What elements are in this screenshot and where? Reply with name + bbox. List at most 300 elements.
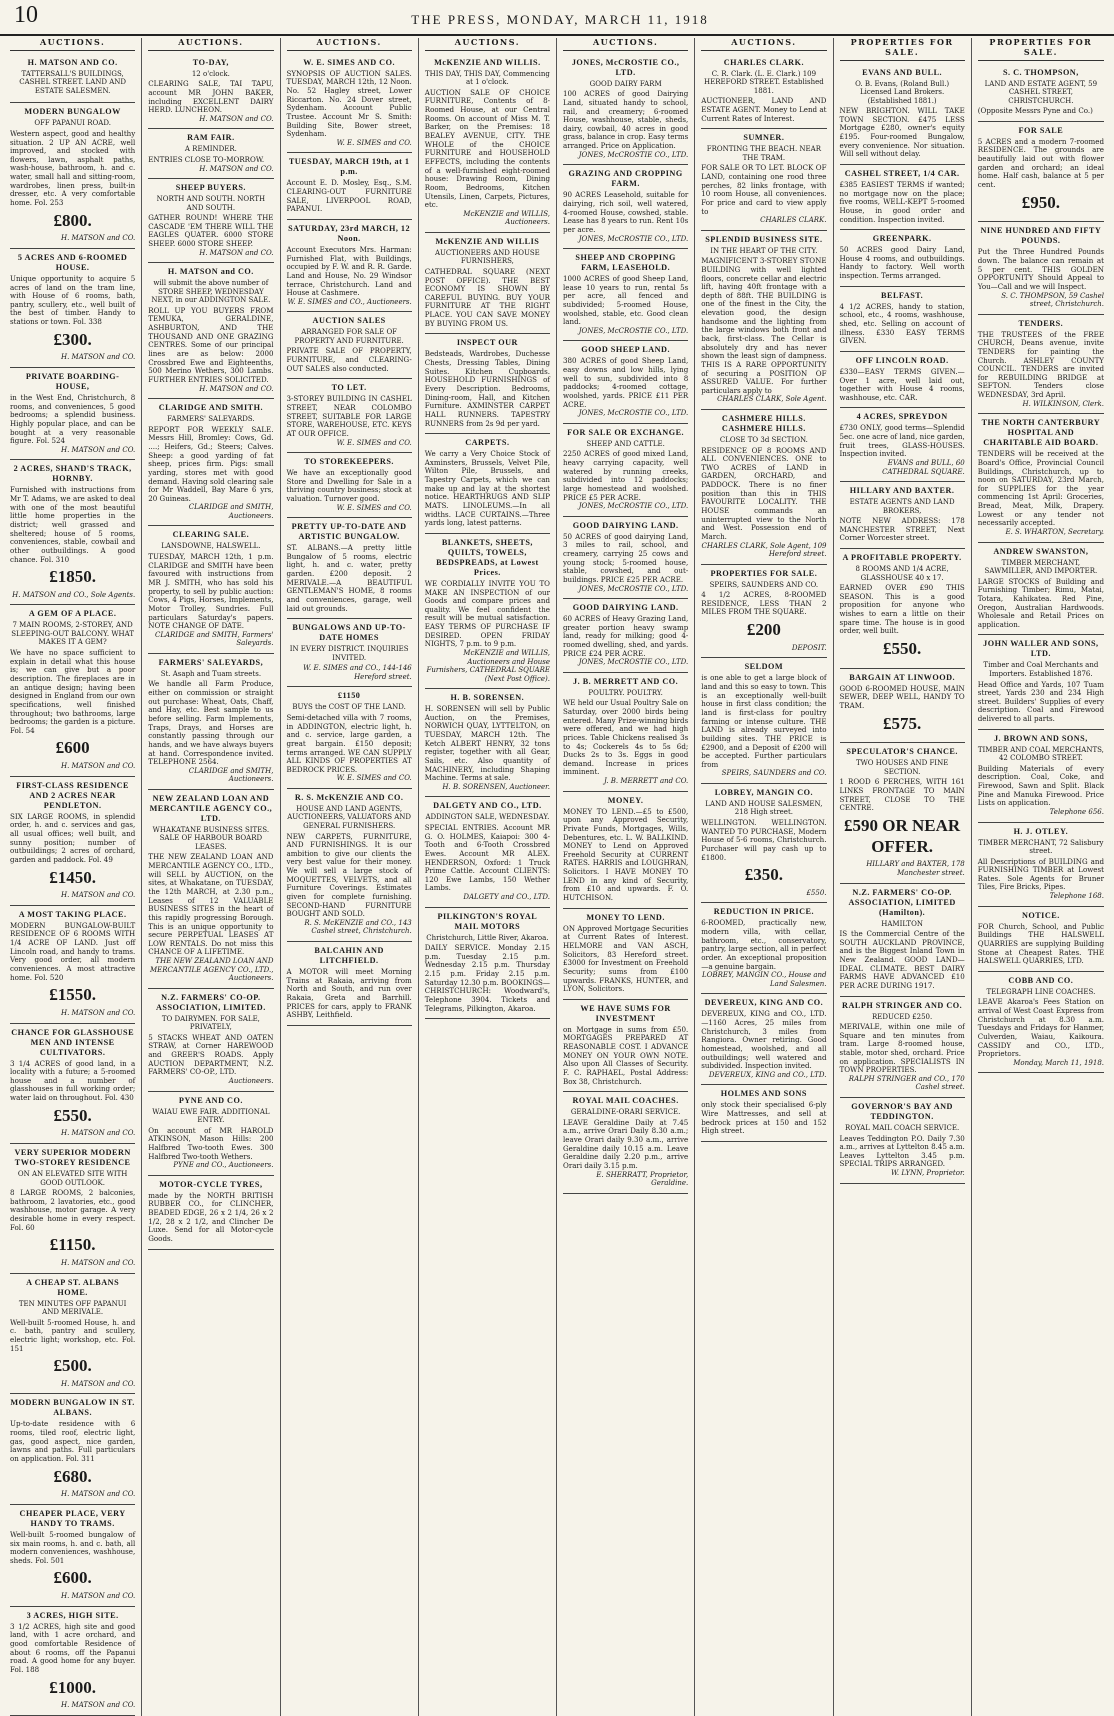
ad-body: made by the NORTH BRITISH RUBBER CO., for CLINCHER, BEADED EDGE, 26 x 2 1/4, 26 x 2 1/2, 28 x 2 1/2, and Clincher De Luxe. Send for all Motor-cycle Goods. (148, 1190, 274, 1243)
advertisement (840, 165, 965, 230)
advertisement (978, 635, 1104, 729)
ad-title: CLEARING SALE. (172, 530, 250, 540)
ad-title: GOOD SHEEP LAND. (581, 345, 670, 355)
ad-title: FOR SALE OR EXCHANGE. (567, 427, 685, 437)
ad-body: RESIDENCE OF 8 ROOMS AND ALL CONVENIENCES. ONE to TWO ACRES of LAND in GARDEN, ORCHARD, and PADDOCK. There is no finer position than this in THIS FAVOURITE LOCALITY. THE HOUSE commands an uninterrupted view to the North and West. Possession end of March. (701, 445, 827, 541)
ad-signature: RALPH STRINGER and CO., 170 Cashel street. (848, 1074, 965, 1092)
ad-subtitle: GOOD DAIRY FARM (589, 79, 662, 88)
advertisement (978, 823, 1104, 907)
ad-signature: H. MATSON and CO. (61, 891, 136, 900)
ad-body: WELLINGTON. WELLINGTON. WANTED TO PURCHASE, Modern House of 5-6 rooms, Christchurch. Purchaser will pay cash up to £1800. (701, 818, 827, 862)
ad-title: H. MATSON AND CO. (27, 57, 118, 67)
ad-price: £350. (744, 865, 783, 885)
ad-body: 2250 ACRES of good mixed Land, heavy carrying capacity, well watered by running creeks, subdivided into 12 paddocks; large homestead and woolshed. PRICE £5 PER ACRE. (563, 449, 689, 502)
ad-signature: H. MATSON and CO. (61, 1129, 136, 1138)
advertisement (425, 534, 550, 689)
ad-price: £200 (746, 620, 781, 640)
advertisement (840, 230, 965, 287)
ad-title: TO-DAY, (192, 57, 229, 67)
ad-subtitle: will submit the above number of STORE SHEEP, WEDNESDAY NEXT, in our ADDINGTON SALE. (151, 279, 271, 305)
ad-price: £1000. (49, 1677, 96, 1697)
ad-signature: E. SHERRATT, Proprietor, Geraldine. (596, 1170, 689, 1188)
ad-body: 380 ACRES of good Sheep Land, easy downs and low hills, lying well to sun, subdivided into 8 paddocks; 4-roomed cottage, woolshed, yards. PRICE £11 PER ACRE. (563, 356, 689, 409)
ad-title: SATURDAY, 23rd MARCH, 12 Noon. (288, 223, 411, 243)
ad-body: Well-built 5-roomed House, h. and c. bath, pantry and scullery, electric light; workshop, etc. Fol. 151 (10, 1317, 136, 1353)
advertisement (563, 792, 688, 909)
ad-body: IS the Commercial Centre of the SOUTH AUCKLAND PROVINCE, and is the Biggest Inland Town in New Zealand. GOOD LAND—IDEAL CLIMATE. BEST DAIRY FARMS HAVE ADVANCED £10 PER ACRE DURING 1917. (839, 929, 965, 990)
ad-body: Account E. D. Mosley, Esq., S.M. CLEARING-OUT FURNITURE SALE, LIVERPOOL ROAD, PAPANUI. (286, 178, 412, 214)
advertisement (10, 1394, 135, 1504)
ad-title: LOBREY, MANGIN CO. (714, 787, 814, 797)
ad-title: RALPH STRINGER AND CO. (842, 1000, 963, 1010)
ad-subtitle: WAIAU EWE FAIR. ADDITIONAL ENTRY. (152, 1107, 270, 1125)
ad-body: GATHER ROUND! WHERE THE CASCADE 'EM THERE WILL THE EAGLES QUATER. 6000 STORE SHEEP. 6000 STORE SHEEP. (148, 213, 274, 249)
ad-subtitle: ARRANGED FOR SALE OF PROPERTY AND FURNITURE. (294, 328, 404, 345)
ad-signature: THE NEW ZEALAND LOAN AND MERCANTILE AGENCY CO., LTD., Auctioneers. (149, 957, 274, 983)
ad-body: 50 ACRES good Dairy Land, House 4 rooms, and outbuildings. Handy to factory. Well worth inspection. Terms arranged. (839, 245, 965, 281)
ad-signature: W. E. SIMES and CO. (336, 438, 412, 447)
advertisement (425, 689, 550, 797)
ad-signature: H. MATSON and CO. (61, 353, 136, 362)
ad-body: FOR Church, School, and Public Buildings THE HALSWELL QUARRIES are supplying Building Stone at Cheapest Rates. THE HALSWELL QUARRIES, LTD. (977, 921, 1104, 966)
ad-title: OFF LINCOLN ROAD. (855, 355, 949, 365)
ad-body: Bedsteads, Wardrobes, Duchesse Chests, Dressing Tables, Dining Suites. Kitchen Cupboards. HOUSEHOLD FURNISHINGS of Every Description. Bedrooms, Dining-room, Hall, and Kitchen Furniture. AXMINSTER CARPET HALL RUNNERS. TAPESTRY RUNNERS from 2s 9d per yard. (424, 349, 550, 428)
ad-subtitle: TIMBER MERCHANT, SAWMILLER, AND IMPORTER. (984, 558, 1098, 576)
advertisement (148, 1092, 273, 1176)
advertisement (840, 997, 965, 1098)
advertisement (148, 654, 273, 790)
ad-signature: H. B. SORENSEN, Auctioneer. (442, 782, 550, 791)
ad-title: FIRST-CLASS RESIDENCE AND 2 ACRES NEAR PENDLETON. (16, 780, 130, 810)
ad-subtitle: ADDINGTON SALE, WEDNESDAY. (425, 813, 550, 822)
advertisement (287, 619, 412, 687)
ad-body: (Opposite Messrs Pyne and Co.) (977, 106, 1093, 116)
ad-subtitle: HAMILTON (881, 919, 923, 928)
ad-body: £730 ONLY, good terms—Splendid 5ec. one acre of land, nice garden, fruit trees, GLASS-HOUSES. Inspection invited. (839, 423, 965, 459)
ad-title: WE HAVE SUMS FOR INVESTMENT (580, 1003, 671, 1023)
ad-title: NOTICE. (1021, 910, 1060, 920)
ad-body: NEW BRIGHTON. WILL TAKE TOWN SECTION. £475 LESS Mortgage £280, owner's equity £195. Four-roomed Bungalow, every convenience. Nor situation. Will sell without delay. (839, 106, 965, 159)
ad-title: 3 ACRES, HIGH SITE. (26, 1610, 119, 1620)
ad-title: CHANCE FOR GLASSHOUSE MEN AND INTENSE CULTIVATORS. (11, 1027, 135, 1057)
advertisement (840, 669, 965, 744)
ad-title: McKENZIE AND WILLIS. (434, 57, 541, 67)
ad-subtitle: St. Asaph and Tuam streets. (160, 669, 262, 678)
ad-body: ST. ALBANS.—A pretty little Bungalow of 5 rooms, electric light, h. and c. water, pretty garden. £200 deposit. 2 MERIVALE.—A BEAUTIFUL GENTLEMAN'S HOME, 8 rooms and conveniences, garage, well laid out grounds. (286, 543, 412, 613)
ad-subtitle: TIMBER AND COAL MERCHANTS, 42 COLOMBO STREET. (977, 745, 1104, 763)
ad-title: PILKINGTON'S ROYAL MAIL MOTORS (437, 911, 538, 931)
ad-title: A MOST TAKING PLACE. (18, 909, 127, 919)
ad-title: PYNE AND CO. (178, 1095, 243, 1105)
ad-signature: SPEIRS, SAUNDERS and CO. (721, 769, 827, 778)
ad-subtitle: LAND AND ESTATE AGENT, 59 CASHEL STREET, CHRISTCHURCH. (984, 79, 1098, 105)
ad-price: £590 OR NEAR OFFER. (844, 816, 961, 856)
ad-subtitle: 7 MAIN ROOMS, 2-STOREY, AND SLEEPING-OUT BALCONY. WHAT MAKES IT A GEM? (11, 621, 134, 647)
ad-subtitle: IN THE HEART OF THE CITY. (710, 246, 818, 255)
ad-signature: EVANS and BULL, 60 CATHEDRAL SQUARE. (882, 459, 965, 476)
ad-title: £1150 (337, 691, 361, 701)
advertisement (701, 54, 826, 130)
advertisement (148, 263, 273, 399)
ad-title: J. B. MERRETT AND CO. (573, 676, 679, 686)
ad-title: TO STOREKEEPERS. (304, 457, 394, 467)
column-heading: AUCTIONS. (10, 38, 135, 51)
ad-price: £600 (55, 738, 90, 758)
ad-subtitle: ON AN ELEVATED SITE WITH GOOD OUTLOOK. (17, 1170, 128, 1187)
ad-title: CHEAPER PLACE, VERY HANDY TO TRAMS. (19, 1508, 126, 1528)
ad-title: H. J. OTLEY. (1013, 826, 1069, 836)
ad-signature: CHARLES CLARK, Sole Agent, 109 Hereford street. (701, 541, 827, 559)
ad-subtitle: TELEGRAPH LINE COACHES. (986, 987, 1096, 996)
ad-subtitle: THIS DAY, THIS DAY, Commencing at 1 o'clock. (424, 69, 550, 87)
advertisement (425, 797, 550, 907)
ad-signature: McKENZIE and WILLIS, Auctioneers and House Furnishers, CATHEDRAL SQUARE (Next Post Office). (426, 649, 550, 683)
column-4 (419, 38, 557, 1716)
ad-body: FOR SALE OR TO LET. BLOCK OF LAND, containing one rood three perches, 82 links frontage, with 10 room House, all conveniences. For price and card to view apply to (701, 163, 827, 216)
column-5 (557, 38, 695, 1716)
ad-body: H. SORENSEN will sell by Public Auction, on the Premises, NORWICH QUAY, LYTTELTON, on TUESDAY, MARCH 12th. The Ketch ALBERT HENRY, 32 tons register, together with all Gear, Sails, etc. Also quantity of MACHINERY, including Shaping Machine. Terms at sale. (424, 704, 550, 783)
advertisement (840, 352, 965, 409)
ad-subtitle: TEN MINUTES OFF PAPANUI AND MERIVALE. (18, 1299, 127, 1317)
advertisement (10, 1505, 135, 1607)
advertisement (10, 605, 135, 776)
ad-subtitle: SPEIRS, SAUNDERS AND CO. (709, 580, 819, 589)
ad-body: We carry a Very Choice Stock of Axminsters, Brussels, Velvet Pile, Wilton Pile, Brussels, and Tapestry Carpets, which we can make up and lay at the shortest notice. HEARTHRUGS AND SLIP MATS. LINOLEUMS.—In all widths. LACE CURTAINS.—Three yards long, latest patterns. (424, 449, 550, 528)
advertisement (701, 994, 826, 1085)
ad-title: AUCTION SALES (312, 316, 386, 326)
ad-signature: JONES, McCROSTIE CO., LTD. (578, 409, 689, 418)
advertisement (563, 249, 688, 341)
ad-body: AUCTIONEER, LAND AND ESTATE AGENT. Money to Lend at Current Rates of Interest. (701, 96, 827, 123)
advertisement (287, 54, 412, 154)
ad-signature: H. MATSON and CO. (61, 1592, 136, 1601)
ad-title: GOVERNOR'S BAY AND TEDDINGTON. (851, 1101, 953, 1121)
ad-subtitle: TIMBER MERCHANT, 72 Salisbury street. (978, 838, 1104, 856)
ad-title: N.Z. FARMERS' CO-OP. ASSOCIATION, LIMITED. (155, 992, 266, 1012)
advertisement (701, 410, 826, 565)
column-heading: AUCTIONS. (287, 38, 412, 51)
advertisement (978, 543, 1104, 636)
ad-title: HOLMES AND SONS (720, 1089, 807, 1099)
ad-signature: DEPOSIT. (791, 643, 827, 652)
ad-title: HILLARY AND BAXTER. (849, 486, 955, 496)
ad-body: TUESDAY, MARCH 12th, 1 p.m. CLARIDGE and SMITH have been favoured with instructions from MR J. SMITH, who has sold his property, to sell by public auction: Cows, 4 Pigs, Horses, Implements, Motor Trolley, Sundries. Full particulars Saturday's papers. NOTE CHANGE OF DATE. (148, 552, 274, 631)
ad-signature: H. MATSON and CO. (61, 762, 136, 771)
ad-subtitle: TATTERSALL'S BUILDINGS, CASHEL STREET. LAND AND ESTATE SALESMEN. (19, 69, 127, 95)
ad-body: LEAVE Geraldine Daily at 7.45 a.m., arrive Orari Daily 8.30 a.m.; leave Orari daily 9.30 a.m., arrive Geraldine daily 10.15 a.m. Leave Geraldine daily 2.20 p.m., arrive Orari daily 3.15 p.m. (563, 1117, 689, 1171)
ad-body: WE held our Usual Poultry Sale on Saturday, over 2000 birds being entered. Many Prize-winning birds were offered, and we had high prices. Table Chickens realised 3s to 4s; Cockerels 4s to 5s 6d; Ducks 2s to 3s. Eggs in good demand. Increase in prices imminent. (563, 698, 689, 777)
ad-signature: H. MATSON and CO. (199, 248, 274, 257)
ad-signature: H. MATSON and CO. (61, 1379, 136, 1388)
ad-body: 6-ROOMED, practically new, modern villa, with cellar, bathroom, etc., conservatory, pantry, large section, all in perfect order. An exceptional proposition—a genuine bargain. (701, 918, 827, 971)
ad-body: on Mortgage in sums from £50. MORTGAGES PREPARED AT REASONABLE COST. I ADVANCE MONEY ON YOUR OWN NOTE. Also upon All Classes of Security. F. C. RAPHAEL, Postal Address: Box 38, Christchurch. (563, 1024, 689, 1086)
ad-title: CASHEL STREET, 1/4 CAR. (844, 168, 960, 178)
ad-title: SELDOM (744, 662, 784, 672)
advertisement (287, 453, 412, 518)
ad-subtitle: IN EVERY DISTRICT. INQUIRIES INVITED. (289, 645, 409, 662)
ad-title: McKENZIE AND WILLIS (435, 236, 540, 246)
ad-signature: McKENZIE and WILLIS, Auctioneers. (463, 209, 550, 227)
column-2 (142, 38, 280, 1716)
ad-body: £330—EASY TERMS GIVEN.—Over 1 acre, well laid out, together with House 4 rooms, washhouse, etc. CAR. (839, 366, 965, 402)
ad-title: BELFAST. (881, 290, 924, 300)
ad-signature: H. MATSON and CO. (199, 114, 274, 123)
ad-signature: J. B. MERRETT and CO. (604, 777, 689, 786)
ad-signature: S. C. THOMPSON, 59 Cashel street, Christchurch. (1001, 291, 1104, 309)
advertisement (840, 884, 965, 997)
advertisement (287, 153, 412, 220)
advertisement (10, 1274, 135, 1395)
ad-subtitle: BUYS the COST OF THE LAND. (292, 703, 406, 712)
ad-subtitle: NORTH AND SOUTH. NORTH AND SOUTH. (156, 195, 266, 212)
advertisement (978, 222, 1104, 314)
advertisement (425, 233, 550, 335)
ad-body: A MOTOR will meet Morning Trains at Rakaia, arriving from North and South, and run over Rakaia, Greta and Barrhill. PRICES for cars, apply to FRANK ASHBY, Leithfield. (286, 967, 412, 1020)
ad-signature: JONES, McCROSTIE CO., LTD. (578, 234, 689, 243)
ad-signature: W. E. SIMES and CO. (336, 503, 412, 512)
ad-body: Semi-detached villa with 7 rooms, in ADDINGTON, electric light, h. and c. service, large garden, a great bargain. £150 deposit; terms arranged. WE CAN SUPPLY ALL KINDS OF PROPERTIES AT BEDROCK PRICES. (286, 712, 412, 774)
ad-subtitle: POULTRY. POULTRY. (588, 688, 663, 697)
ad-title: NEW ZEALAND LOAN AND MERCANTILE AGENCY CO., LTD. (149, 793, 273, 823)
column-7 (834, 38, 972, 1716)
ad-body: EARNED OVER £90 THIS SEASON. This is a good proposition for anyone who wishes to earn a little on their spare time. The house is in good order, well built. (839, 583, 965, 636)
ad-price: £680. (53, 1466, 92, 1486)
ad-title: BLANKETS, SHEETS, QUILTS, TOWELS, BEDSPREADS, at Lowest Prices. (436, 537, 539, 577)
ad-body: MAGNIFICENT 3-STOREY STONE BUILDING with well lighted floors, concrete cellar and electric lift, having 40ft frontage with a depth of 88ft. THE BUILDING is one of the finest in the City, the elevation good, the design handsome and the lighting from the large windows both front and back, first-class. The Cellar is absolutely dry and has never shown the least sign of dampness. THIS IS A RARE OPPORTUNITY of securing a POSITION OF ASSURED VALUE. For further particulars apply to (701, 256, 827, 395)
ad-title: TENDERS. (1018, 318, 1064, 328)
column-1 (4, 38, 142, 1716)
ad-body: MODERN BUNGALOW-BUILT RESIDENCE OF 6 ROOMS WITH 1/4 ACRE OF LAND. Just off Lincoln road, and handy to trams. Very good order, all modern conveniences. A most attractive home. Fol. 520 (10, 920, 136, 982)
ad-signature: H. MATSON and CO. (61, 445, 136, 454)
column-heading: AUCTIONS. (563, 38, 688, 51)
ad-subtitle: LAND AND HOUSE SALESMEN, 218 High street. (705, 799, 823, 817)
ad-price: £550. (883, 638, 922, 658)
advertisement (563, 54, 688, 166)
advertisement (840, 287, 965, 352)
ad-signature: CLARIDGE and SMITH, Farmers' Saleyards. (154, 630, 274, 648)
ad-title: S. C. THOMPSON, (1002, 67, 1079, 77)
ad-title: VERY SUPERIOR MODERN TWO-STOREY RESIDENCE (14, 1148, 131, 1168)
advertisement (978, 730, 1104, 823)
ad-title: SHEEP AND CROPPING FARM, LEASEHOLD. (575, 253, 676, 273)
columns-container (4, 37, 1110, 1710)
ad-subtitle: FRONTING THE BEACH. NEAR THE TRAM. (706, 145, 821, 162)
ad-body: LEAVE Akaroa's Fees Station on arrival of West Coast Express from Christchurch at 8.30 a.m. Tuesdays and Fridays for Hanmer, Culverden, Waiau, Kaikoura. CASSIDY and CO., LTD., Proprietors. (977, 997, 1104, 1059)
ad-signature: W. LYNN, Proprietor. (890, 1169, 965, 1178)
advertisement (10, 777, 135, 906)
ad-body: We have no space sufficient to explain in detail what this house is; we can give but a poor description. The fireplaces are in an antique design; having been designed in England from our own specifications, well finished throughout; two bathrooms, large bedrooms; the garden is a picture. Fol. 54 (10, 648, 136, 735)
ad-title: CASHMERE HILLS. CASHMERE HILLS. (721, 414, 806, 434)
advertisement (563, 341, 688, 423)
advertisement (425, 334, 550, 434)
ad-title: CLARIDGE AND SMITH. (158, 403, 264, 413)
ad-subtitle: HOUSE AND LAND AGENTS, AUCTIONEERS, VALUATORS AND GENERAL FURNISHERS. (287, 804, 412, 831)
ad-body: AUCTION SALE OF CHOICE FURNITURE, Contents of 8-Roomed House, at our Central Rooms. On account of Miss M. T. Barker, on the Premises: 18 BEALEY AVENUE, CITY. THE WHOLE of the CHOICE FURNITURE and HOUSEHOLD EFFECTS, including the contents of a well-furnished eight-roomed house: Drawing Room, Dining Room, Bedrooms, Kitchen Utensils, Linen, Carpets, Pictures, etc. (424, 87, 550, 210)
ad-body: PRIVATE SALE OF PROPERTY, FURNITURE, and CLEARING-OUT SALES also conducted. (286, 346, 412, 373)
advertisement (148, 989, 273, 1092)
column-heading: AUCTIONS. (425, 38, 550, 51)
ad-title: EVANS AND BULL. (862, 67, 943, 77)
ad-subtitle: GERALDINE-ORARI SERVICE. (570, 1108, 681, 1117)
ad-signature: H. WILKINSON, Clerk. (1022, 399, 1104, 408)
ad-subtitle: OFF PAPANUI ROAD. (34, 119, 111, 128)
ad-title: DALGETY AND CO., LTD. (433, 801, 542, 811)
advertisement (978, 414, 1104, 542)
advertisement (10, 368, 135, 460)
ad-body: On account of MR HAROLD ATKINSON, Mason Hills: 200 Halfbred Two-tooth Ewes. 300 Halfbred Two-tooth Wethers. (148, 1125, 274, 1161)
ad-body: REPORT FOR WEEKLY SALE. Messrs Hill, Bromley: Cows, Gd. ....; Heifers, Gd.; Steers; Calves. Sheep: a good yarding of fat sheep, prices firm. Pigs: small yarding, stores met with good demand. Having sold clearing sale for Mr Waddell, Bay Mare 6 yrs, 20 Guineas. (148, 424, 274, 503)
advertisement (701, 903, 826, 994)
ad-title: CHARLES CLARK. (723, 57, 804, 67)
ad-signature: DALGETY and CO., LTD. (463, 893, 550, 902)
advertisement (840, 1098, 965, 1184)
ad-signature: £550. (806, 888, 827, 897)
advertisement (701, 784, 826, 904)
advertisement (701, 565, 826, 659)
advertisement (287, 312, 412, 379)
advertisement (148, 54, 273, 130)
ad-title: MONEY. (607, 795, 644, 805)
advertisement (840, 743, 965, 883)
ad-body: only stock their specialised 6-ply Wire Mattresses, and sell at bedrock prices at 150 and 152 High street. (701, 1100, 827, 1136)
column-heading: PROPERTIES FOR SALE. (840, 38, 965, 61)
ad-subtitle: C. R. Clark. (L. E. Clark.) 109 HEREFORD STREET. Established 1881. (704, 69, 824, 95)
advertisement (563, 424, 688, 517)
ad-title: CARPETS. (465, 438, 510, 448)
advertisement (287, 518, 412, 619)
ad-title: PRIVATE BOARDING-HOUSE, (25, 372, 120, 392)
ad-signature: R. S. McKENZIE and CO., 143 Cashel street, Christchurch. (304, 918, 412, 936)
advertisement (148, 179, 273, 263)
ad-body: Up-to-date residence with 6 rooms, tiled roof, electric light, gas, good aspect, nice garden, lawns and paths. Full particulars on application. Fol. 311 (10, 1419, 136, 1463)
ad-body: ENTRIES CLOSE TO-MORROW. (148, 154, 265, 164)
ad-body: MERIVALE, within one mile of Square and ten minutes from tram. Large 8-roomed house, stable, motor shed, orchard. Price on application. SPECIALISTS IN TOWN PROPERTIES. (839, 1022, 965, 1075)
ad-subtitle: WHAKATANE BUSINESS SITES. SALE OF HARBOUR BOARD LEASES. (152, 825, 270, 851)
ad-signature: CHARLES CLARK, Sole Agent. (717, 395, 827, 404)
ad-subtitle: TWO HOUSES AND FINE SECTION. (855, 759, 949, 776)
ad-body: SYNOPSIS OF AUCTION SALES. TUESDAY, MARCH 12th, 12 Noon. No. 52 Hagley street, Lower Riccarton. No. 24 Dover street, Sydenham. Account Public Trustee. Account Mr S. Smith: Building Site, Bower street, Sydenham. (286, 68, 412, 139)
ad-signature: H. MATSON and CO. (199, 384, 274, 393)
advertisement (10, 1144, 135, 1274)
ad-price: £800. (53, 210, 92, 230)
ad-body: is one able to get a large block of land and this so easy to town. This is an exceptionally well-built house in first class condition; the land is first-class for poultry farming or intense culture. THE LAND is already surveyed into building sites. THE PRICE is £2900, and a Deposit of £200 will be accepted. Further particulars from (701, 673, 827, 769)
ad-title: TUESDAY, MARCH 19th, at 1 p.m. (288, 157, 410, 177)
ad-price: £1850. (49, 567, 96, 587)
ad-signature: H. MATSON and CO. (61, 1009, 136, 1018)
ad-signature: JONES, McCROSTIE CO., LTD. (578, 584, 689, 593)
ad-body: ROLL UP YOU BUYERS FROM TEMUKA, GERALDINE, ASHBURTON, AND THE THOUSAND AND ONE GRAZING CENTRES. Some of our principal lines are as below: 2000 Crossbred Ewe and Eighteenths, 500 Merino Wethers, 300 Lambs. FURTHER ENTRIES SOLICITED. (148, 305, 274, 384)
ad-title: 2 ACRES, SHAND'S TRACK, HORNBY. (13, 464, 132, 484)
ad-price: £550. (53, 1105, 92, 1125)
ad-title: ROYAL MAIL COACHES. (572, 1096, 679, 1106)
advertisement (148, 790, 273, 989)
ad-signature: H. MATSON and CO. (61, 234, 136, 243)
advertisement (10, 460, 135, 605)
ad-signature: JONES, McCROSTIE CO., LTD. (578, 326, 689, 335)
advertisement (287, 687, 412, 789)
ad-signature: Monday, March 11, 1918. (1013, 1058, 1104, 1067)
advertisement (10, 249, 135, 368)
ad-body: in the West End, Christchurch, 8 rooms, and conveniences, 5 good bedrooms; a splendid business. Highly popular place, and can be bought at a very reasonable figure. Fol. 524 (10, 393, 136, 446)
advertisement (978, 122, 1104, 223)
ad-title: JOHN WALLER AND SONS, LTD. (983, 639, 1099, 659)
advertisement (563, 517, 688, 599)
advertisement (701, 1085, 826, 1142)
ad-body: CLEARING SALE, TAI TAPU, account MR JOHN BAKER, including EXCELLENT DAIRY HERD. LUNCHEON. (148, 79, 274, 115)
advertisement (425, 434, 550, 534)
ad-body: 5 ACRES and a modern 7-roomed RESIDENCE. The grounds are beautifully laid out with flower garden and orchard; an ideal home. Half cash, balance at 5 per cent. (977, 136, 1104, 189)
ad-signature: DEVEREUX, KING and CO., LTD. (708, 1070, 827, 1079)
column-heading: AUCTIONS. (701, 38, 826, 51)
ad-body: All Descriptions of BUILDING and FURNISHING TIMBER at Lowest Rates. Sole Agents for Bruner Tiles, Fire Bricks, Pipes. (977, 856, 1104, 892)
ad-signature: H. MATSON and CO. (61, 1490, 136, 1499)
ad-body: Building Materials of every description. Coal, Coke, and Firewood, Sawn and Split. Black Pine and Manuka Firewood. Price Lists on application. (977, 763, 1104, 808)
ad-signature: H. MATSON and CO. (61, 1701, 136, 1710)
ad-title: DEVEREUX, KING AND CO. (704, 998, 824, 1008)
ad-subtitle: O. B. Evans, (Roland Bull.) Licensed Land Brokers. (Established 1881.) (855, 79, 950, 105)
ad-title: MODERN BUNGALOW (24, 107, 121, 117)
ad-body: 100 ACRES of good Dairying Land, situated handy to school, rail, and creamery; 6-roomed House, washhouse, stable, sheds, dairy, cowbail, 40 acres in good grass, balance in crop. Easy terms arranged. Price on Application. (563, 89, 689, 151)
ad-signature: Telephone 656. (1049, 807, 1104, 816)
ad-title: JONES, McCROSTIE CO., LTD. (571, 57, 680, 77)
masthead (0, 0, 1114, 36)
ad-body: THE NEW ZEALAND LOAN AND MERCANTILE AGENCY CO., LTD., will SELL by AUCTION, on the sites, at Whakatane, on TUESDAY, the 12th MARCH, at 2.30 p.m., Leases of 12 VALUABLE BUSINESS SITES in the heart of this rapidly progressing Borough. This is an unique opportunity to secure PERPETUAL LEASES AT LOW RENTALS. Do not miss this CHANCE OF A LIFETIME. (148, 852, 274, 957)
ad-body: MONEY TO LEND.—£5 to £500, upon any Approved Security, Private Funds, Mortgages, Wills, Debentures, etc. L. W. BALLKIND. MONEY to Lend on Approved Freehold Security at CURRENT RATES. HARRIS and LOUGHRAN, Solicitors. I HAVE MONEY TO LEND in any kind of Security, from £10 and upwards. F. O. HUTCHISON. (563, 806, 689, 903)
ad-subtitle: TO DAIRYMEN. FOR SALE, PRIVATELY, (161, 1014, 260, 1032)
ad-title: MODERN BUNGALOW IN ST. ALBANS. (10, 1398, 135, 1418)
ad-signature: W. E. SIMES and CO. (336, 138, 412, 147)
advertisement (287, 379, 412, 453)
ad-title: H. B. SORENSEN. (450, 693, 525, 703)
ad-title: THE NORTH CANTERBURY HOSPITAL AND CHARITABLE AID BOARD. (981, 418, 1101, 448)
ad-subtitle: Christchurch, Little River, Akaroa. (426, 933, 549, 942)
ad-signature: H. MATSON and CO., Sole Agents. (12, 590, 136, 599)
ad-title: A GEM OF A PLACE. (28, 609, 117, 619)
ad-body: 1 ROOD 6 PERCHES, WITH 161 LINKS FRONTAGE TO MAIN STREET, CLOSE TO THE CENTRE. (839, 777, 965, 813)
ad-body: 60 ACRES of Heavy Grazing Land, greater portion heavy swamp land, ready for milking; good 4-roomed dwelling, shed, and yards. PRICE £24 PER ACRE. (563, 614, 689, 658)
advertisement (10, 54, 135, 104)
ad-body: 1000 ACRES of good Sheep Land, lease 10 years to run, rental 5s per acre, all fenced and subdivided; 5-roomed House, woolshed, stable, etc. Good clean land. (563, 274, 689, 327)
ad-title: SPLENDID BUSINESS SITE. (705, 234, 823, 244)
advertisement (978, 972, 1104, 1074)
ad-body: 4 1/2 ACRES, 8-ROOMED RESIDENCE, LESS THAN 2 MILES FROM THE SQUARE. (701, 590, 827, 617)
advertisement (287, 942, 412, 1026)
ad-body: 3 1/2 ACRES, high site and good land, with 1 acre orchard, and good comfortable Residence of about 6 rooms, off the Papanui road. A good home for any buyer. Fol. 188 (10, 1621, 136, 1674)
page-number: 10 (14, 2, 38, 28)
ad-body: Account Executors Mrs. Harman: Furnished Flat, with Buildings, occupied by F. W. and R. R. Garde. Land and House, No. 29 Windsor terrace, Christchurch. Land and House at Cashmere. (286, 244, 412, 298)
advertisement (148, 1176, 273, 1250)
column-heading: PROPERTIES FOR SALE. (978, 38, 1104, 61)
ad-subtitle: Timber and Coal Merchants and Importers. Established 1876. (983, 661, 1099, 678)
column-heading: AUCTIONS. (148, 38, 273, 51)
ad-title: J. BROWN AND SONS, (993, 733, 1088, 743)
ad-subtitle: CLOSE TO 3d SECTION. (719, 436, 808, 445)
ad-body: SPECIAL ENTRIES. Account MR G. O. HOLMES, Kaiapoi: 300 4-Tooth and 6-Tooth Crossbred Ewes. Account MR ALEX. HENDERSON, Oxford: 1 Truck Prime Cattle. Account CLIENTS: 120 Ewe Lambs, 150 Wether Lambs. (424, 823, 550, 893)
advertisement (563, 165, 688, 249)
ad-title: H. MATSON and CO. (167, 267, 254, 277)
advertisement (840, 64, 965, 165)
ad-body: TENDERS will be received at the Board's Office, Provincial Council Buildings, Christchurch, up to noon on SATURDAY, 23rd March, for SUPPLIES for the year commencing 1st April: Groceries, Bread, Meat, Milk, Drapery. Lowest or any tender not necessarily accepted. (977, 449, 1104, 528)
column-3 (281, 38, 419, 1716)
ad-body: £385 EASIEST TERMS if wanted; no mortgage now on the place; five rooms, WELL-KEPT 5-roomed House, in good order and condition. Inspection invited. (839, 179, 965, 224)
ad-title: SPECULATOR'S CHANCE. (846, 747, 958, 757)
ad-body: LARGE STOCKS of Building and Furnishing Timber; Rimu, Matai, Totara, Kahikatea. Red Pine, Oregon, Australian Hardwoods. Wholesale and Retail Prices on application. (977, 576, 1104, 629)
ad-body: DEVEREUX, KING and CO., LTD.—1160 Acres, 25 miles from Christchurch, 3 miles from Rangiora. Owner retiring. Good homestead, woolshed, and all outbuildings; well watered and subdivided. Inspection invited. (701, 1009, 827, 1071)
ad-subtitle: 12 o'clock. (191, 69, 230, 78)
ad-signature: W. E. SIMES and CO. (336, 774, 412, 783)
ad-title: TO LET. (331, 383, 367, 393)
ad-title: GRAZING AND CROPPING FARM. (568, 169, 683, 189)
